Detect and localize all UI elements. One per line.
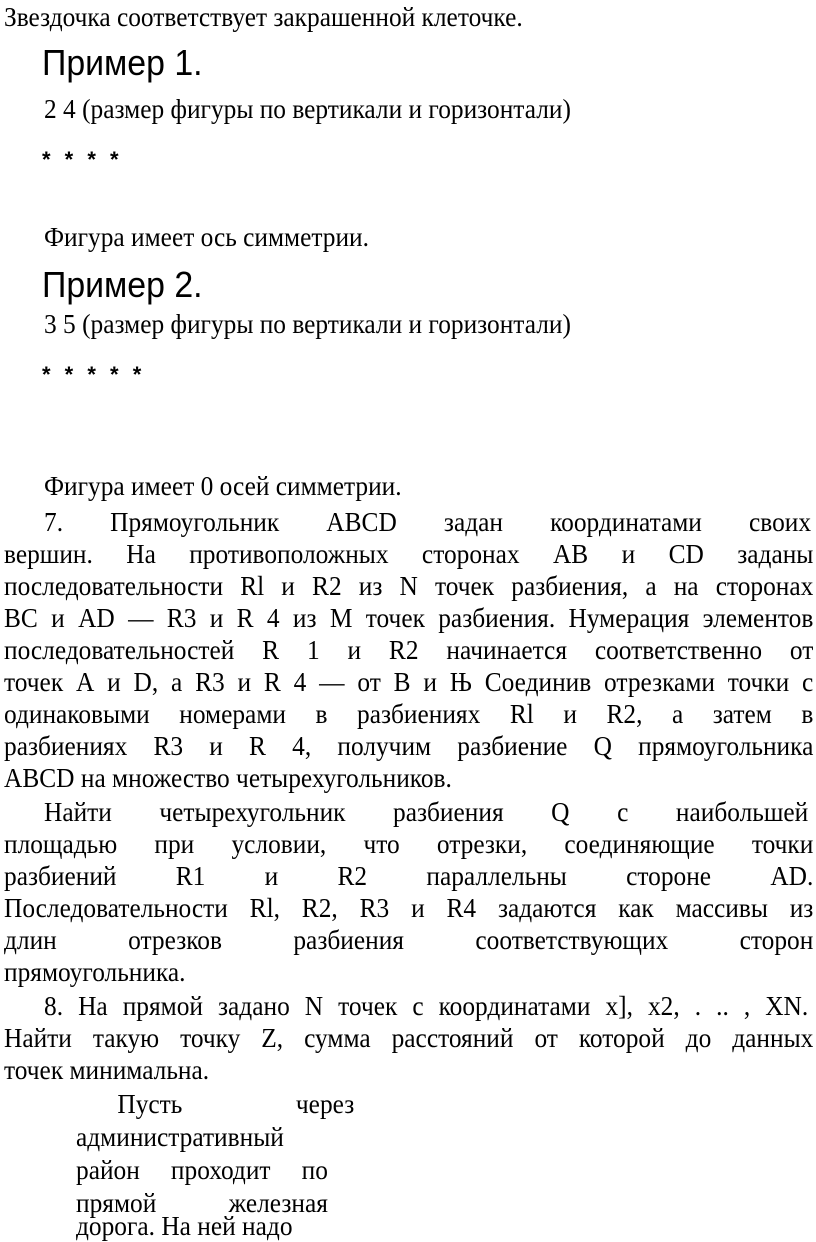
task-7-line-2: вершин. На противоположных сторонах АВ и CD заданы: [4, 539, 814, 569]
narrow-column-line-4: прямой железная: [76, 1188, 328, 1218]
example-1-stars: * * * *: [42, 147, 123, 172]
task-7-line-8: разбиениях R3 и R 4, получим разбиение Q прямоугольника: [4, 731, 814, 761]
task-7-line-1: 7. Прямоугольник ABCD задан координатами своих: [44, 507, 812, 537]
narrow-column-line-1: Пусть через: [117, 1089, 355, 1119]
task-7-find-line-4: Последовательности Rl, R2, R3 и R4 задаются как массивы из: [4, 893, 814, 923]
task-7-line-4: ВС и AD — R3 и R 4 из М точек разбиения. Нумерация элементов: [4, 603, 814, 633]
task-7-find-line-5: длин отрезков разбиения соответствующих сторон: [4, 925, 814, 955]
task-7-line-7: одинаковыми номерами в разбиениях Rl и R2, а затем в: [4, 699, 814, 729]
example-2-heading: Пример 2.: [42, 264, 203, 305]
example-1-dimensions: 2 4 (размер фигуры по вертикали и горизонтали): [44, 94, 571, 124]
narrow-column-line-5: дорога. На ней надо: [76, 1211, 293, 1241]
task-7-line-5: последовательностей R 1 и R2 начинается соответственно от: [4, 635, 814, 665]
intro-line: Звездочка соответствует закрашенной клеточке.: [4, 2, 523, 32]
narrow-column-line-2: административный: [76, 1122, 284, 1152]
task-8-line-3: точек минимальна.: [4, 1055, 210, 1085]
example-1-conclusion: Фигура имеет ось симметрии.: [44, 222, 369, 252]
narrow-column-line-3: район проходит по: [76, 1155, 328, 1185]
example-2-conclusion: Фигура имеет 0 осей симметрии.: [44, 471, 402, 501]
task-8-line-1: 8. На прямой задано N точек с координатами x], x2, . .. , XN.: [44, 991, 809, 1021]
task-7-line-9: ABCD на множество четырехугольников.: [4, 763, 452, 793]
task-7-find-line-6: прямоугольника.: [4, 957, 186, 987]
task-7-find-line-2: площадью при условии, что отрезки, соединяющие точки: [4, 829, 814, 859]
example-2-stars: * * * * *: [42, 362, 146, 387]
task-7-find-line-3: разбиений R1 и R2 параллельны стороне AD.: [4, 861, 814, 891]
task-7-line-6: точек А и D, а R3 и R 4 — от В и Њ Соединив отрезками точки с: [4, 667, 814, 697]
example-2-dimensions: 3 5 (размер фигуры по вертикали и горизонтали): [44, 309, 571, 339]
task-8-line-2: Найти такую точку Z, сумма расстояний от которой до данных: [4, 1023, 814, 1053]
task-7-line-3: последовательности Rl и R2 из N точек разбиения, а на сторонах: [4, 571, 814, 601]
example-1-heading: Пример 1.: [42, 42, 203, 83]
task-7-find-line-1: Найти четырехугольник разбиения Q с наибольшей: [44, 797, 809, 827]
